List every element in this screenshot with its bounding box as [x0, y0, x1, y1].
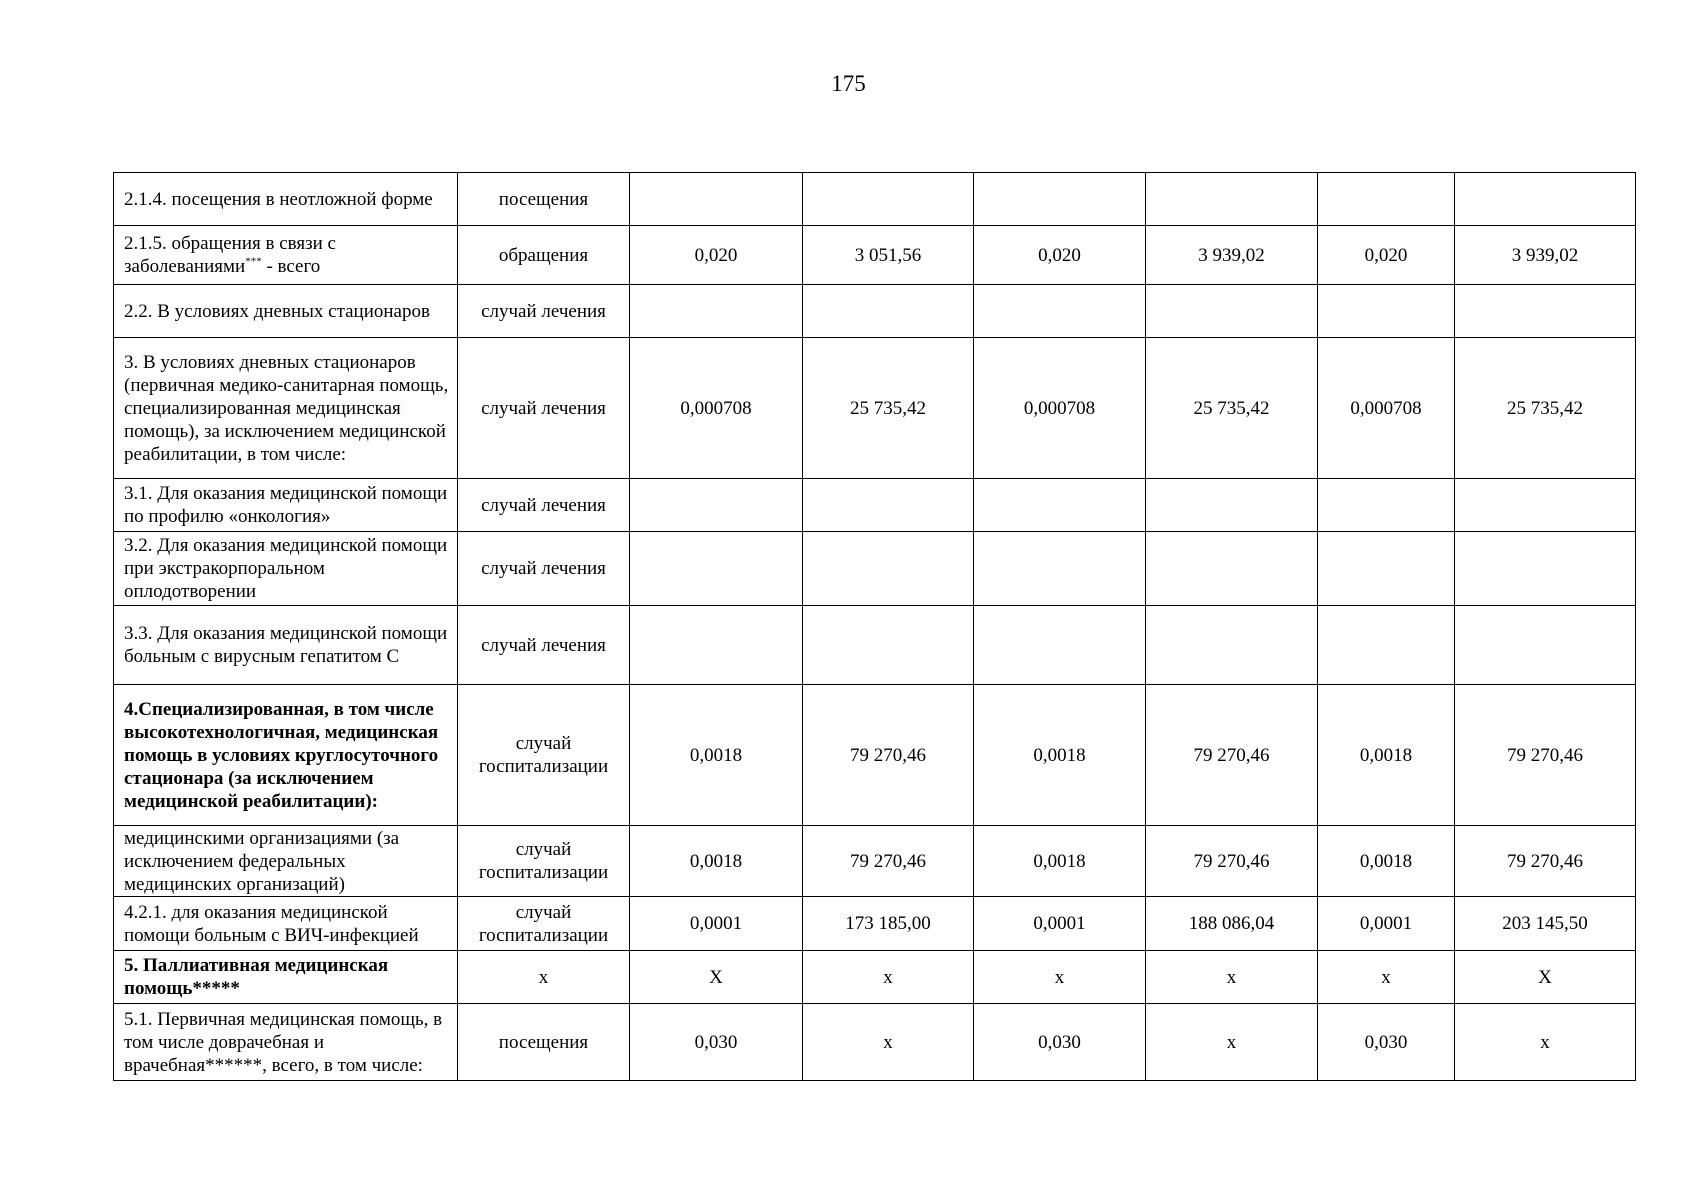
- table-row: [114, 897, 1636, 951]
- table-row: [114, 532, 1636, 606]
- value-cell: 79 270,46: [1455, 685, 1636, 826]
- value-cell: [1146, 285, 1318, 338]
- value-cell: [1146, 606, 1318, 685]
- value-cell: [1455, 285, 1636, 338]
- table-row: [114, 226, 1636, 285]
- table-row: [114, 951, 1636, 1004]
- row-name-cell: 2.2. В условиях дневных стационаров: [114, 285, 458, 338]
- row-name-cell: медицинскими организациями (за исключением федеральных медицинских организаций): [114, 826, 458, 897]
- value-cell: 0,0018: [630, 685, 803, 826]
- row-unit-cell: случай госпитализации: [458, 897, 630, 951]
- value-cell: х: [803, 1004, 974, 1081]
- value-cell: [974, 532, 1146, 606]
- value-cell: х: [803, 951, 974, 1004]
- value-cell: х: [1455, 1004, 1636, 1081]
- value-cell: 0,030: [1318, 1004, 1455, 1081]
- value-cell: [630, 173, 803, 226]
- table-row: [114, 685, 1636, 826]
- value-cell: х: [974, 951, 1146, 1004]
- value-cell: 0,000708: [1318, 338, 1455, 479]
- data-table: [113, 172, 1636, 1081]
- value-cell: 0,0001: [974, 897, 1146, 951]
- value-cell: [974, 173, 1146, 226]
- value-cell: Х: [1455, 951, 1636, 1004]
- value-cell: [630, 532, 803, 606]
- table-row: [114, 1004, 1636, 1081]
- table-row: [114, 285, 1636, 338]
- row-unit-cell: случай лечения: [458, 532, 630, 606]
- value-cell: 0,030: [974, 1004, 1146, 1081]
- value-cell: 3 939,02: [1146, 226, 1318, 285]
- value-cell: 79 270,46: [803, 685, 974, 826]
- row-unit-cell: обращения: [458, 226, 630, 285]
- value-cell: 3 939,02: [1455, 226, 1636, 285]
- value-cell: [1146, 173, 1318, 226]
- value-cell: 0,0001: [630, 897, 803, 951]
- row-name-cell: 2.1.4. посещения в неотложной форме: [114, 173, 458, 226]
- value-cell: 0,0018: [1318, 685, 1455, 826]
- value-cell: [803, 606, 974, 685]
- value-cell: 0,0018: [974, 685, 1146, 826]
- value-cell: [1455, 606, 1636, 685]
- row-unit-cell: случай госпитализации: [458, 826, 630, 897]
- value-cell: [1318, 173, 1455, 226]
- value-cell: [974, 285, 1146, 338]
- value-cell: [1146, 532, 1318, 606]
- value-cell: 25 735,42: [1455, 338, 1636, 479]
- value-cell: 0,000708: [974, 338, 1146, 479]
- row-name-cell: 2.1.5. обращения в связи с заболеваниями*** - всего: [114, 226, 458, 285]
- value-cell: 0,0001: [1318, 897, 1455, 951]
- value-cell: 0,020: [1318, 226, 1455, 285]
- row-unit-cell: случай лечения: [458, 479, 630, 532]
- value-cell: х: [1318, 951, 1455, 1004]
- value-cell: [1318, 532, 1455, 606]
- value-cell: [803, 532, 974, 606]
- row-unit-cell: случай лечения: [458, 606, 630, 685]
- value-cell: 0,020: [630, 226, 803, 285]
- footnote-mark: ***: [245, 255, 262, 268]
- value-cell: [974, 606, 1146, 685]
- value-cell: [1455, 173, 1636, 226]
- value-cell: [1146, 479, 1318, 532]
- value-cell: 0,0018: [974, 826, 1146, 897]
- row-unit-cell: посещения: [458, 1004, 630, 1081]
- value-cell: 3 051,56: [803, 226, 974, 285]
- value-cell: [1318, 606, 1455, 685]
- value-cell: 79 270,46: [803, 826, 974, 897]
- value-cell: 173 185,00: [803, 897, 974, 951]
- value-cell: 79 270,46: [1146, 685, 1318, 826]
- table-row: [114, 338, 1636, 479]
- value-cell: 188 086,04: [1146, 897, 1318, 951]
- row-name-cell: 5. Паллиативная медицинская помощь*****: [114, 951, 458, 1004]
- row-name-cell: 3.1. Для оказания медицинской помощи по профилю «онкология»: [114, 479, 458, 532]
- value-cell: [1318, 285, 1455, 338]
- page-number: 175: [831, 71, 866, 96]
- value-cell: [1455, 479, 1636, 532]
- value-cell: 79 270,46: [1146, 826, 1318, 897]
- row-unit-cell: случай лечения: [458, 338, 630, 479]
- value-cell: 0,0018: [1318, 826, 1455, 897]
- value-cell: 79 270,46: [1455, 826, 1636, 897]
- row-name-cell: 4.Специализированная, в том числе высокотехнологичная, медицинская помощь в условиях круглосуточного стационара (за исключением медицинской реабилитации):: [114, 685, 458, 826]
- value-cell: [803, 285, 974, 338]
- value-cell: [803, 173, 974, 226]
- row-name-cell: 3.3. Для оказания медицинской помощи больным с вирусным гепатитом С: [114, 606, 458, 685]
- row-name-cell: 5.1. Первичная медицинская помощь, в том числе доврачебная и врачебная******, всего, в том числе:: [114, 1004, 458, 1081]
- value-cell: х: [1146, 1004, 1318, 1081]
- value-cell: 25 735,42: [803, 338, 974, 479]
- row-unit-cell: х: [458, 951, 630, 1004]
- row-name-cell: 4.2.1. для оказания медицинской помощи больным с ВИЧ-инфекцией: [114, 897, 458, 951]
- row-unit-cell: случай госпитализации: [458, 685, 630, 826]
- table-row: [114, 173, 1636, 226]
- value-cell: 0,000708: [630, 338, 803, 479]
- row-name-cell: 3. В условиях дневных стационаров (первичная медико-санитарная помощь, специализированная медицинская помощь), за исключением медицинской реабилитации, в том числе:: [114, 338, 458, 479]
- table-row: [114, 606, 1636, 685]
- value-cell: Х: [630, 951, 803, 1004]
- value-cell: х: [1146, 951, 1318, 1004]
- row-unit-cell: случай лечения: [458, 285, 630, 338]
- value-cell: 0,020: [974, 226, 1146, 285]
- value-cell: [630, 606, 803, 685]
- value-cell: [803, 479, 974, 532]
- value-cell: [1318, 479, 1455, 532]
- value-cell: [630, 285, 803, 338]
- table-row: [114, 479, 1636, 532]
- row-name-cell: 3.2. Для оказания медицинской помощи при экстракорпоральном оплодотворении: [114, 532, 458, 606]
- value-cell: [630, 479, 803, 532]
- row-unit-cell: посещения: [458, 173, 630, 226]
- value-cell: 203 145,50: [1455, 897, 1636, 951]
- value-cell: 0,030: [630, 1004, 803, 1081]
- value-cell: 25 735,42: [1146, 338, 1318, 479]
- value-cell: [974, 479, 1146, 532]
- value-cell: [1455, 532, 1636, 606]
- table-row: [114, 826, 1636, 897]
- value-cell: 0,0018: [630, 826, 803, 897]
